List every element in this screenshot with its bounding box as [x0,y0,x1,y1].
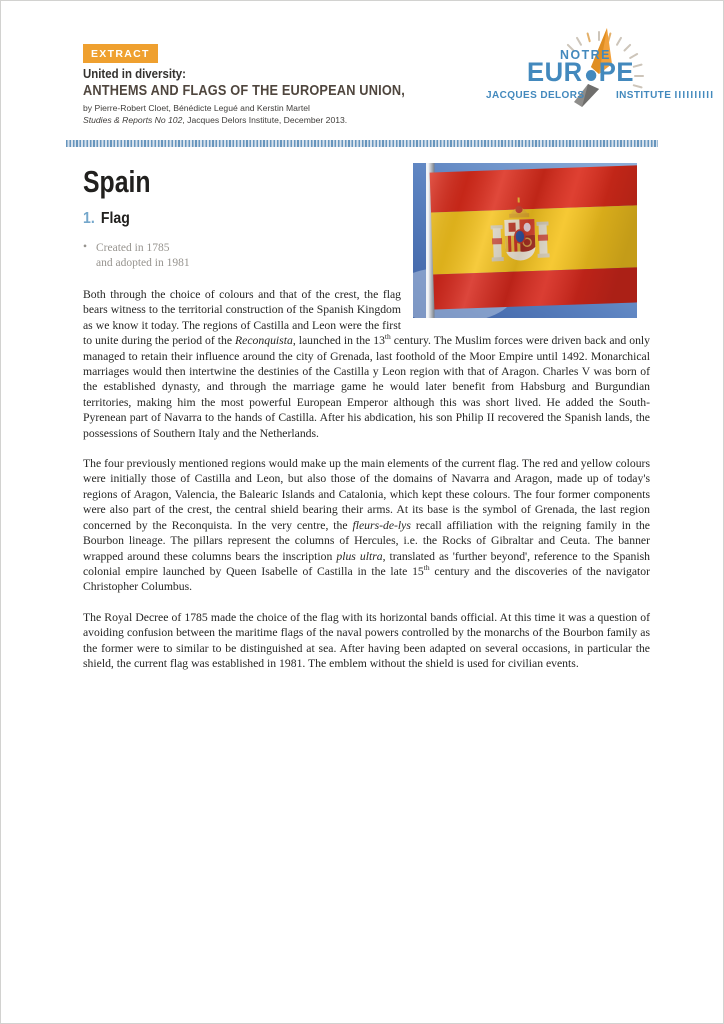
body-paragraph: The four previously mentioned regions would make up the main elements of the current flag. The red and yellow colours were initially those of Castilla and Leon, but also those of the domains of Navarra and Aragon, made up of today's regions of Aragon, Valencia, the Balearic Islands and Catalonia, which kept these colours. The four former components were also part of the crest, the central shield bearing their arms. At its base is the symbol of Grenada, the last region concerned by the Reconquista. In the very centre, the fleurs-de-lys recall affiliation with the reigning family in the Bourbon lineage. The pillars represent the columns of Hercules, i.e. the Rocks of Gibraltar and Ceuta. The banner wrapped around these columns bears the inscription plus ultra, translated as 'further beyond', reference to the Spanish colonial empire launched by Queen Isabelle of Castilla in the late 15th century and the discoveries of the navigator Christopher Columbus. [83,457,650,594]
report-series-name: Studies & Reports No 102 [83,115,183,125]
logo-o-dot-icon [585,70,595,81]
publication-title: ANTHEMS AND FLAGS OF THE EUROPEAN UNION, [83,83,406,99]
body-paragraph: The Royal Decree of 1785 made the choice of the flag with its horizontal bands official. At this time it was a question of avoiding confusion between the maritime flags of the naval powers controlled by the monarchs of the Bourbon family as the former were to similar to be distinguished at sea. After having been adapted on several occasions, in particular the shield, the current flag was established in 1981. The emblem without the shield is used for civilian events. [83,610,650,670]
report-info-line [83,114,449,126]
body-paragraph: Both through the choice of colours and that of the crest, the flag bears witness to the territorial construction of the Spanish Kingdom as we know it today. The regions of Castilla and Leon were the first to unite during the period of the Reconquista, launched in the 13th century. The Muslim forces were driven back and only managed to retain their influence around the city of Grenada, last foothold of the Moor Empire until 1492. Monarchical marriages would then intertwine the destinies of the Castilla y Leon region with that of Aragon. Charles V was born of the established dynasty, and through the marriage game he would later benefit from Habsburg and Burgundian territories, making him the most powerful European Emperor although this was short lived. He added the South-Pyrenean part of Navarra to the hands of Castilla. After his abdication, his son Philip II recovered the Spanish lands, the possessions of Southern Italy and the Netherlands. [83,288,650,440]
flag-dates-bullet [83,241,650,271]
logo-institute-line [486,90,715,101]
section-title: Flag [100,210,130,227]
publication-header [83,65,449,126]
bullet-line-1: Created in 1785 [96,242,170,254]
series-title: United in diversity: [83,66,186,81]
section-heading [83,209,582,229]
article-content [83,163,650,686]
header-separator [66,140,658,147]
logo-notre-text: NOTRE [560,47,611,62]
extract-badge: EXTRACT [83,44,158,63]
country-title: Spain [83,164,151,199]
article-body [83,287,650,671]
logo-bars-decoration: IIIIIIIIII [674,90,715,101]
authors-line: by Pierre-Robert Cloet, Bénédicte Legué and Kerstin Martel [83,103,310,113]
logo-europe-right: PE [598,57,634,87]
logo-europe-left: EUR [527,57,583,87]
logo-europe-text [527,57,634,88]
logo-institute [616,90,714,101]
section-number: 1. [83,210,95,227]
institute-logo [486,26,715,108]
report-info-rest: , Jacques Delors Institute, December 2013. [182,115,348,125]
logo-institute-word: INSTITUTE [616,90,672,101]
logo-jacques-delors: JACQUES DELORS [486,90,585,101]
bullet-line-2: and adopted in 1981 [96,257,190,269]
bullet-marker: • [83,241,88,253]
